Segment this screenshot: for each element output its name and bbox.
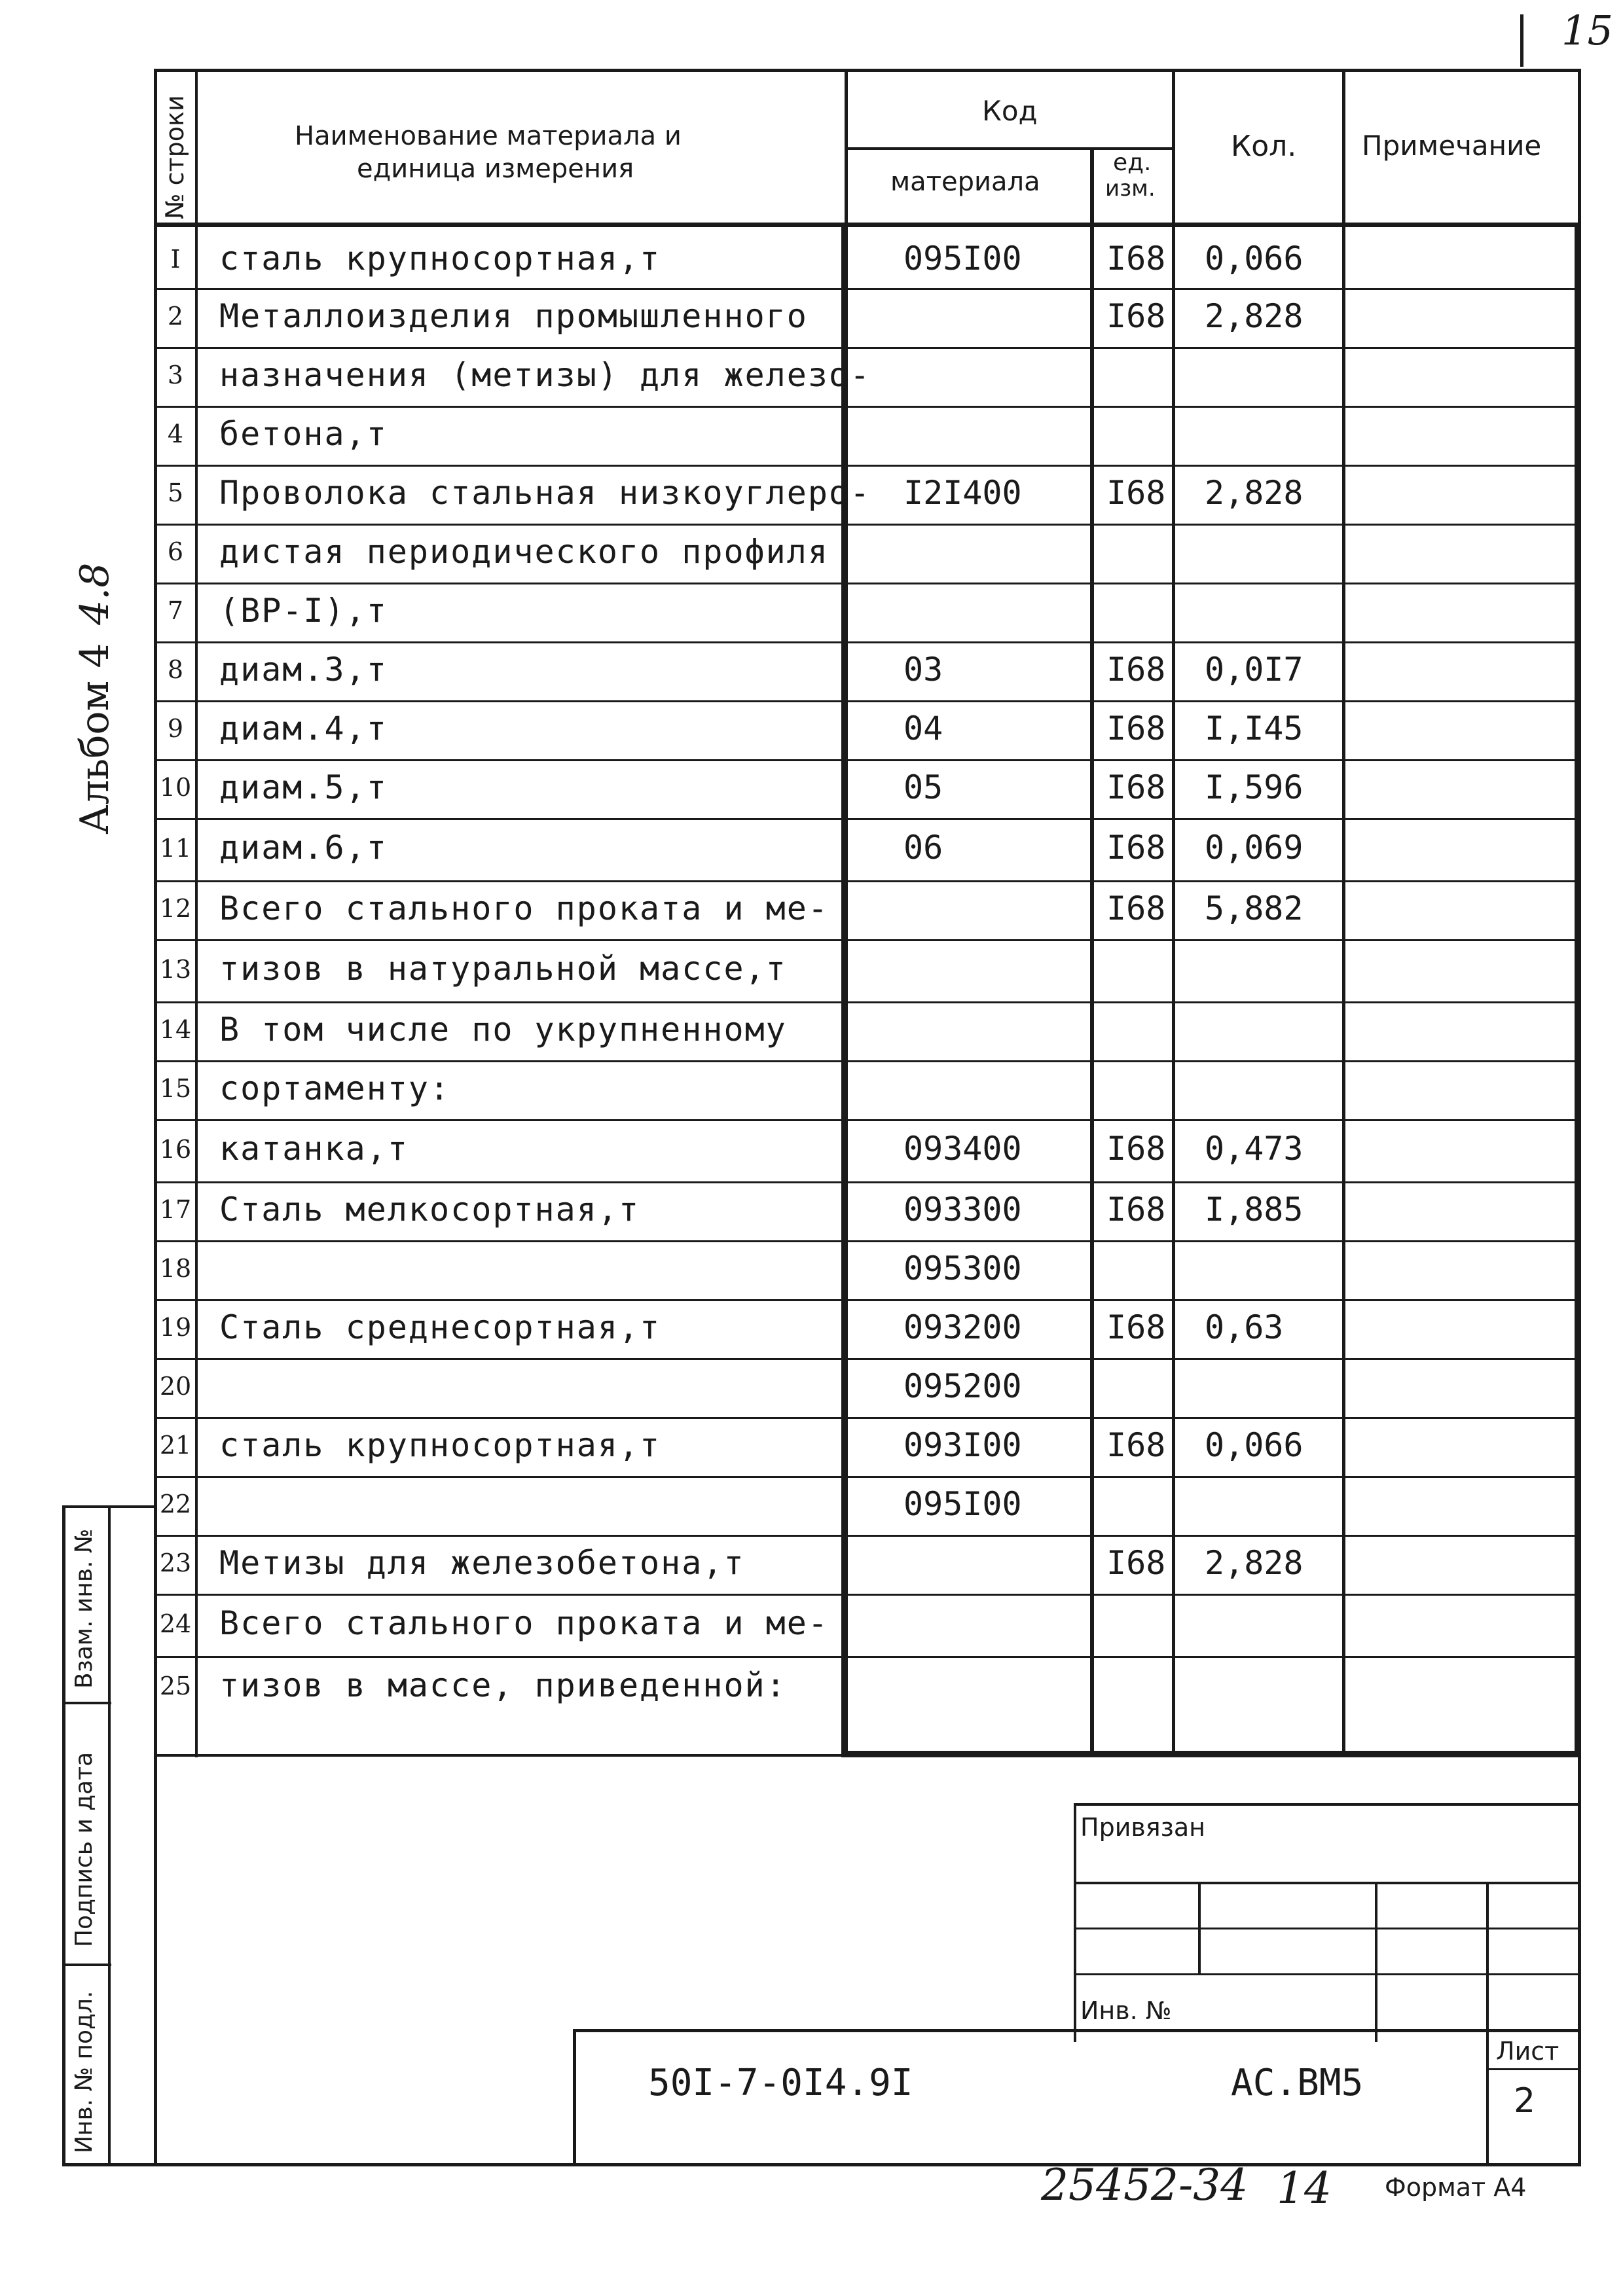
row-separator: [154, 1358, 1581, 1360]
row-separator: [154, 818, 1581, 820]
footer-handwritten-code: 25452-34: [1041, 2160, 1249, 2210]
row-material-name: сталь крупносортная,т: [219, 240, 661, 278]
row-unit-code: I68: [1106, 474, 1166, 512]
row-quantity: 0,069: [1205, 829, 1304, 867]
stamp-sheet-label: Лист: [1496, 2037, 1559, 2066]
row-unit-code: I68: [1106, 768, 1166, 806]
row-material-name: Метизы для железобетона,т: [219, 1544, 745, 1582]
row-separator: [154, 759, 1581, 761]
row-quantity: I,596: [1205, 768, 1304, 806]
row-material-name: Металлоизделия промышленного: [219, 297, 808, 335]
row-unit-code: I68: [1106, 829, 1166, 867]
row-number: 2: [167, 302, 184, 331]
row-material-name: Сталь мелкосортная,т: [219, 1191, 640, 1229]
row-number: 18: [159, 1254, 192, 1283]
stamp-privyazan: Привязан: [1080, 1813, 1205, 1842]
row-separator: [154, 583, 1581, 584]
row-unit-code: I68: [1106, 240, 1166, 278]
row-unit-code: I68: [1106, 297, 1166, 335]
row-material-name: Всего стального проката и ме-: [219, 889, 829, 927]
row-separator: [154, 1001, 1581, 1003]
row-quantity: 0,63: [1205, 1308, 1284, 1346]
row-unit-code: I68: [1106, 1191, 1166, 1229]
row-material-name: диам.6,т: [219, 829, 388, 867]
row-separator: [154, 880, 1581, 882]
row-separator: [154, 347, 1581, 349]
row-material-name: диам.4,т: [219, 709, 388, 747]
row-quantity: I,885: [1205, 1191, 1304, 1229]
header-row-no: № строки: [160, 95, 189, 219]
row-quantity: 5,882: [1205, 889, 1304, 927]
header-unit-line1: ед.: [1113, 149, 1152, 176]
footer-format: Формат А4: [1385, 2173, 1527, 2202]
row-separator: [154, 700, 1581, 702]
row-separator: [154, 465, 1581, 467]
row-separator: [154, 288, 1581, 290]
row-material-name: катанка,т: [219, 1130, 409, 1168]
page-number-mark: 15: [1561, 7, 1613, 54]
row-quantity: 0,066: [1205, 1426, 1304, 1464]
row-number: 24: [159, 1609, 192, 1638]
row-material-code: 093300: [903, 1191, 1022, 1229]
row-number: 16: [159, 1135, 192, 1164]
row-separator: [154, 1656, 1581, 1658]
row-quantity: 0,0I7: [1205, 651, 1304, 689]
row-material-code: 093I00: [903, 1426, 1022, 1464]
row-number: 23: [159, 1549, 192, 1577]
row-separator: [154, 406, 1581, 408]
row-number: 21: [159, 1431, 192, 1460]
row-quantity: 2,828: [1205, 474, 1304, 512]
row-material-code: 06: [903, 829, 943, 867]
row-material-code: 04: [903, 709, 943, 747]
corner-mark-line: [1520, 14, 1523, 67]
row-number: 14: [159, 1015, 192, 1044]
row-material-name: сортаменту:: [219, 1069, 451, 1107]
row-number: 5: [167, 478, 184, 507]
header-qty: Кол.: [1231, 130, 1297, 163]
row-separator: [154, 1476, 1581, 1478]
row-separator: [154, 1240, 1581, 1242]
row-unit-code: I68: [1106, 1130, 1166, 1168]
row-material-code: I2I400: [903, 474, 1022, 512]
row-material-code: 093400: [903, 1130, 1022, 1168]
row-material-name: (BP-I),т: [219, 592, 388, 630]
row-material-code: 095I00: [903, 1485, 1022, 1523]
row-material-code: 03: [903, 651, 943, 689]
row-number: 12: [159, 894, 192, 923]
row-number: 9: [167, 714, 184, 743]
album-label: Альбом 4: [72, 643, 118, 834]
row-number: 6: [167, 537, 184, 566]
row-separator: [154, 1594, 1581, 1596]
row-material-name: В том числе по укрупненному: [219, 1011, 787, 1049]
row-material-code: 095300: [903, 1249, 1022, 1287]
row-number: 10: [159, 773, 192, 802]
row-number: 17: [159, 1195, 192, 1224]
album-handwritten: 4.8: [72, 562, 118, 625]
row-number: I: [170, 245, 181, 274]
side-podpis-data: Подпись и дата: [71, 1751, 98, 1947]
row-material-name: сталь крупносортная,т: [219, 1426, 661, 1464]
row-separator: [154, 1417, 1581, 1419]
row-number: 13: [159, 955, 192, 984]
row-number: 3: [167, 361, 184, 389]
row-unit-code: I68: [1106, 709, 1166, 747]
row-separator: [154, 1535, 1581, 1537]
row-number: 25: [159, 1672, 192, 1700]
row-material-name: диам.3,т: [219, 651, 388, 689]
row-material-name: Всего стального проката и ме-: [219, 1604, 829, 1642]
stamp-inv-no: Инв. №: [1080, 1996, 1172, 2025]
stamp-doc-mark: АС.ВМ5: [1231, 2062, 1364, 2104]
row-separator: [154, 939, 1581, 941]
row-quantity: 2,828: [1205, 297, 1304, 335]
row-material-name: Проволока стальная низкоуглеро-: [219, 474, 871, 512]
row-number: 7: [167, 596, 184, 625]
header-name-line2: единица измерения: [357, 154, 634, 184]
row-material-code: 093200: [903, 1308, 1022, 1346]
header-note: Примечание: [1362, 130, 1542, 162]
row-number: 4: [167, 420, 184, 448]
row-number: 11: [159, 834, 192, 863]
side-inv-podl: Инв. № подл.: [71, 1990, 98, 2153]
row-unit-code: I68: [1106, 889, 1166, 927]
row-material-code: 095I00: [903, 240, 1022, 278]
footer-handwritten-num: 14: [1277, 2163, 1332, 2214]
row-separator: [154, 641, 1581, 643]
row-material-name: диам.5,т: [219, 768, 388, 806]
row-number: 19: [159, 1313, 192, 1342]
row-unit-code: I68: [1106, 651, 1166, 689]
row-unit-code: I68: [1106, 1544, 1166, 1582]
header-material: материала: [890, 167, 1040, 197]
row-unit-code: I68: [1106, 1426, 1166, 1464]
side-vzam-inv: Взам. инв. №: [71, 1528, 98, 1689]
row-number: 15: [159, 1074, 192, 1103]
row-separator: [154, 1181, 1581, 1183]
stamp-sheet-value: 2: [1514, 2081, 1536, 2121]
row-unit-code: I68: [1106, 1308, 1166, 1346]
row-number: 20: [159, 1372, 192, 1401]
row-material-code: 095200: [903, 1367, 1022, 1405]
header-name-line1: Наименование материала и: [295, 121, 682, 151]
row-separator: [154, 1060, 1581, 1062]
row-number: 22: [159, 1490, 192, 1518]
row-material-name: бетона,т: [219, 415, 388, 453]
row-number: 8: [167, 655, 184, 684]
row-quantity: 2,828: [1205, 1544, 1304, 1582]
stamp-doc-code: 50I-7-0I4.9I: [648, 2062, 913, 2104]
row-material-name: Сталь среднесортная,т: [219, 1308, 661, 1346]
row-quantity: 0,473: [1205, 1130, 1304, 1168]
header-unit-line2: изм.: [1105, 175, 1156, 202]
row-material-code: 05: [903, 768, 943, 806]
row-material-name: тизов в массе, приведенной:: [219, 1666, 787, 1704]
row-separator: [154, 1299, 1581, 1301]
row-separator: [154, 1119, 1581, 1121]
row-material-name: дистая периодического профиля: [219, 533, 829, 571]
row-quantity: I,I45: [1205, 709, 1304, 747]
row-material-name: тизов в натуральной массе,т: [219, 950, 787, 988]
header-code: Код: [982, 95, 1038, 127]
row-quantity: 0,066: [1205, 240, 1304, 278]
row-material-name: назначения (метизы) для железо-: [219, 356, 871, 394]
row-separator: [154, 524, 1581, 526]
